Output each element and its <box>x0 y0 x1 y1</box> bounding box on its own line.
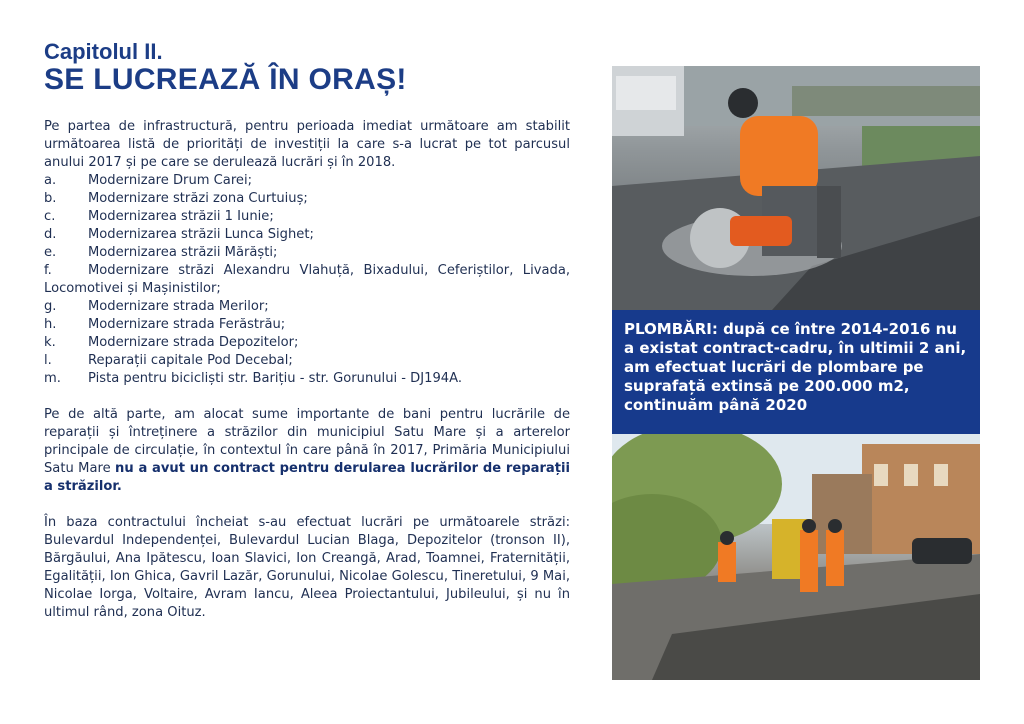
list-item-text: Modernizare strada Depozitelor; <box>88 335 299 350</box>
list-marker: d. <box>44 227 57 242</box>
list-item-text: Reparații capitale Pod Decebal; <box>88 353 293 368</box>
list-marker: m. <box>44 371 61 386</box>
list-item-text: Modernizare strada Ferăstrău; <box>88 317 286 332</box>
list-item-text: Modernizare străzi Alexandru Vlahuță, Bixadului, Ceferiștilor, Livada, Locomotivei și Mașinistilor; <box>44 263 570 296</box>
list-marker: k. <box>44 335 56 350</box>
list-item <box>44 244 570 262</box>
list-marker: g. <box>44 299 57 314</box>
list-item <box>44 334 570 352</box>
list-marker: h. <box>44 317 57 332</box>
funding-emphasis: nu a avut un contract pentru derularea lucrărilor de reparații a străzilor. <box>44 461 570 494</box>
road-patching-photo <box>612 434 980 680</box>
list-item <box>44 190 570 208</box>
list-item <box>44 172 570 190</box>
priority-list <box>44 172 570 388</box>
road-cutting-photo <box>612 66 980 310</box>
list-item <box>44 370 570 388</box>
funding-text: Pe de altă parte, am alocat sume importante de bani pentru lucrările de reparații și întreținere a străzilor din municipiul Satu Mare și a arterelor principale de circulație, în contextul în care până în 2017, Primăria Municipiului Satu Mare <box>44 407 570 476</box>
list-item-text: Modernizare străzi zona Curtuiuș; <box>88 191 308 206</box>
list-marker: c. <box>44 209 56 224</box>
list-marker: e. <box>44 245 57 260</box>
list-item-text: Pista pentru bicicliști str. Barițiu - str. Gorunului - DJ194A. <box>88 371 463 386</box>
caption-box: PLOMBĂRI: după ce între 2014-2016 nu a existat contract-cadru, în ultimii 2 ani, am efectuat lucrări de plombare pe suprafață extinsă pe 200.000 m2, continuăm până 2020 <box>612 310 980 434</box>
streets-paragraph: În baza contractului încheiat s-au efectuat lucrări pe următoarele străzi: Bulevardul Independenței, Bulevardul Lucian Blaga, Depozitelor (tronson II), Bărgăului, Ana Ipătescu, Ioan Slavici, Ion Creangă, Arad, Toamnei, Fraternității, Egalității, Ion Ghica, Gavril Lazăr, Gorunului, Nicolae Golescu, Tineretului, 9 Mai, Nicolae Iorga, Voltaire, Avram Iancu, Aleea Proiectantului, Jubileului, și nu în ultimul rând, zona Oituz. <box>44 515 570 620</box>
list-item <box>44 352 570 370</box>
list-item <box>44 316 570 334</box>
list-item <box>44 298 570 316</box>
list-marker: f. <box>44 263 52 278</box>
body-text <box>44 118 570 622</box>
page-title: SE LUCREAZĂ ÎN ORAȘ! <box>44 63 407 96</box>
text-column <box>44 40 570 622</box>
funding-paragraph <box>44 406 570 496</box>
list-item <box>44 208 570 226</box>
image-column <box>612 66 980 680</box>
list-item-text: Modernizare Drum Carei; <box>88 173 253 188</box>
list-marker: b. <box>44 191 57 206</box>
list-item-text: Modernizarea străzii Lunca Sighet; <box>88 227 314 242</box>
intro-paragraph: Pe partea de infrastructură, pentru perioada imediat următoare am stabilit următoarea listă de priorități de investiții la care s-a lucrat pe tot parcusul anului 2017 și pe care se derulează lucrări și în 2018. <box>44 119 570 170</box>
list-item <box>44 226 570 244</box>
list-item-text: Modernizare strada Merilor; <box>88 299 269 314</box>
list-item-text: Modernizarea străzii 1 Iunie; <box>88 209 274 224</box>
chapter-label: Capitolul II. <box>44 39 163 64</box>
list-item-text: Modernizarea străzii Mărăști; <box>88 245 278 260</box>
list-item <box>44 262 570 298</box>
list-marker: a. <box>44 173 57 188</box>
list-marker: l. <box>44 353 52 368</box>
